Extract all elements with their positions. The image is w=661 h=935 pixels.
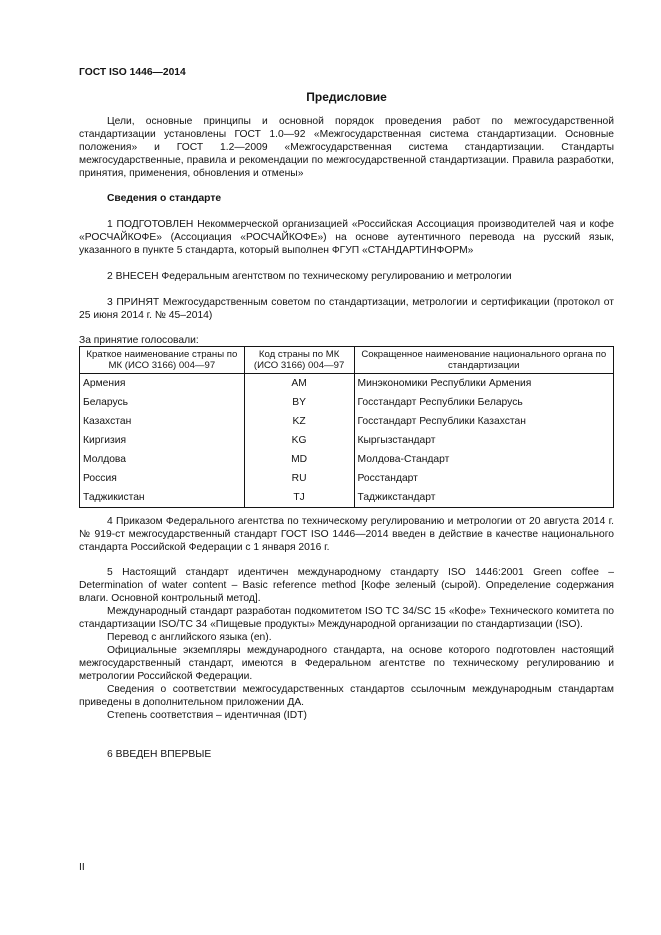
item-3-paragraph: 3 ПРИНЯТ Межгосударственным советом по стандартизации, метрологии и сертификации (протокол от 25 июня 2014 г. № 45–2014) xyxy=(79,297,614,321)
item-1-paragraph: 1 ПОДГОТОВЛЕН Некоммерческой организацией «Российская Ассоциация производителей чая и кофе «РОСЧАЙКОФЕ» (Ассоциация «РОСЧАЙКОФЕ») на основе аутентичного перевода на русский язык, указанного в пункте 5 стандарта, который выполнен ФГУП «СТАНДАРТИНФОРМ» xyxy=(79,219,614,256)
table-header-row xyxy=(80,347,614,374)
vote-label: За принятие голосовали: xyxy=(79,335,199,346)
column-header-country: Краткое наименование страны по МК (ИСО 3166) 004—97 xyxy=(80,347,245,374)
item-2-paragraph: 2 ВНЕСЕН Федеральным агентством по техническому регулированию и метрологии xyxy=(107,271,512,282)
body-cell: Молдова-Стандарт xyxy=(354,450,614,469)
voting-table xyxy=(79,346,614,508)
item-5-paragraph: Сведения о соответствии межгосударственных стандартов ссылочным международным стандартам приведены в дополнительном приложении ДА. xyxy=(79,684,614,708)
code-cell: KZ xyxy=(244,412,354,431)
table-row xyxy=(80,374,614,394)
code-cell: MD xyxy=(244,450,354,469)
document-code-header: ГОСТ ISO 1446—2014 xyxy=(79,67,186,78)
intro-paragraph: Цели, основные принципы и основной порядок проведения работ по межгосударственной стандартизации установлены ГОСТ 1.0—92 «Межгосударственная система стандартизации. Основные положения» и ГОСТ 1.2—2009 «Межгосударственная система стандартизации. Стандарты межгосударственные, правила и рекомендации по межгосударственной стандартизации. Правила разработки, принятия, применения, обновления и отмены» xyxy=(79,116,614,179)
country-cell: Казахстан xyxy=(80,412,245,431)
item-5-block xyxy=(79,566,614,722)
table-row xyxy=(80,431,614,450)
country-cell: Армения xyxy=(80,374,245,394)
column-header-body: Сокращенное наименование национального органа по стандартизации xyxy=(354,347,614,374)
item-5-paragraph: Перевод с английского языка (en). xyxy=(107,632,272,643)
item-5-paragraph: Официальные экземпляры международного стандарта, на основе которого подготовлен настоящий межгосударственный стандарт, имеются в Федеральном агентстве по техническому регулированию и метрологии Российской Федерации. xyxy=(79,645,614,682)
body-cell: Минэкономики Республики Армения xyxy=(354,374,614,394)
code-cell: KG xyxy=(244,431,354,450)
column-header-code: Код страны по МК (ИСО 3166) 004—97 xyxy=(244,347,354,374)
code-cell: AM xyxy=(244,374,354,394)
country-cell: Киргизия xyxy=(80,431,245,450)
info-heading: Сведения о стандарте xyxy=(107,193,222,204)
item-6-paragraph: 6 ВВЕДЕН ВПЕРВЫЕ xyxy=(107,749,212,760)
country-cell: Россия xyxy=(80,469,245,488)
item-4-paragraph: 4 Приказом Федерального агентства по техническому регулированию и метрологии от 20 августа 2014 г. № 919-ст межгосударственный стандарт ГОСТ ISO 1446—2014 введен в действие в качестве национального стандарта Российской Федерации с 1 января 2016 г. xyxy=(79,516,614,553)
table-row xyxy=(80,393,614,412)
country-cell: Беларусь xyxy=(80,393,245,412)
page-title: Предисловие xyxy=(306,90,387,104)
code-cell: RU xyxy=(244,469,354,488)
page-number: II xyxy=(79,862,85,873)
country-cell: Таджикистан xyxy=(80,488,245,508)
item-5-paragraph: Международный стандарт разработан подкомитетом ISO TC 34/SC 15 «Кофе» Технического комитета по стандартизации ISO/TC 34 «Пищевые продукты» Международной организации по стандартизации (ISO). xyxy=(79,606,614,630)
table-row xyxy=(80,450,614,469)
code-cell: BY xyxy=(244,393,354,412)
table-row xyxy=(80,469,614,488)
table-row xyxy=(80,488,614,508)
country-cell: Молдова xyxy=(80,450,245,469)
item-5-paragraph: Степень соответствия – идентичная (IDT) xyxy=(107,710,307,721)
code-cell: TJ xyxy=(244,488,354,508)
body-cell: Госстандарт Республики Беларусь xyxy=(354,393,614,412)
body-cell: Таджикстандарт xyxy=(354,488,614,508)
body-cell: Росстандарт xyxy=(354,469,614,488)
body-cell: Госстандарт Республики Казахстан xyxy=(354,412,614,431)
body-cell: Кыргызстандарт xyxy=(354,431,614,450)
item-5-paragraph: 5 Настоящий стандарт идентичен международному стандарту ISO 1446:2001 Green coffee – Determination of water content – Basic reference method [Кофе зеленый (сырой). Определение содержания влаги. Основной контрольный метод]. xyxy=(79,567,614,604)
table-row xyxy=(80,412,614,431)
